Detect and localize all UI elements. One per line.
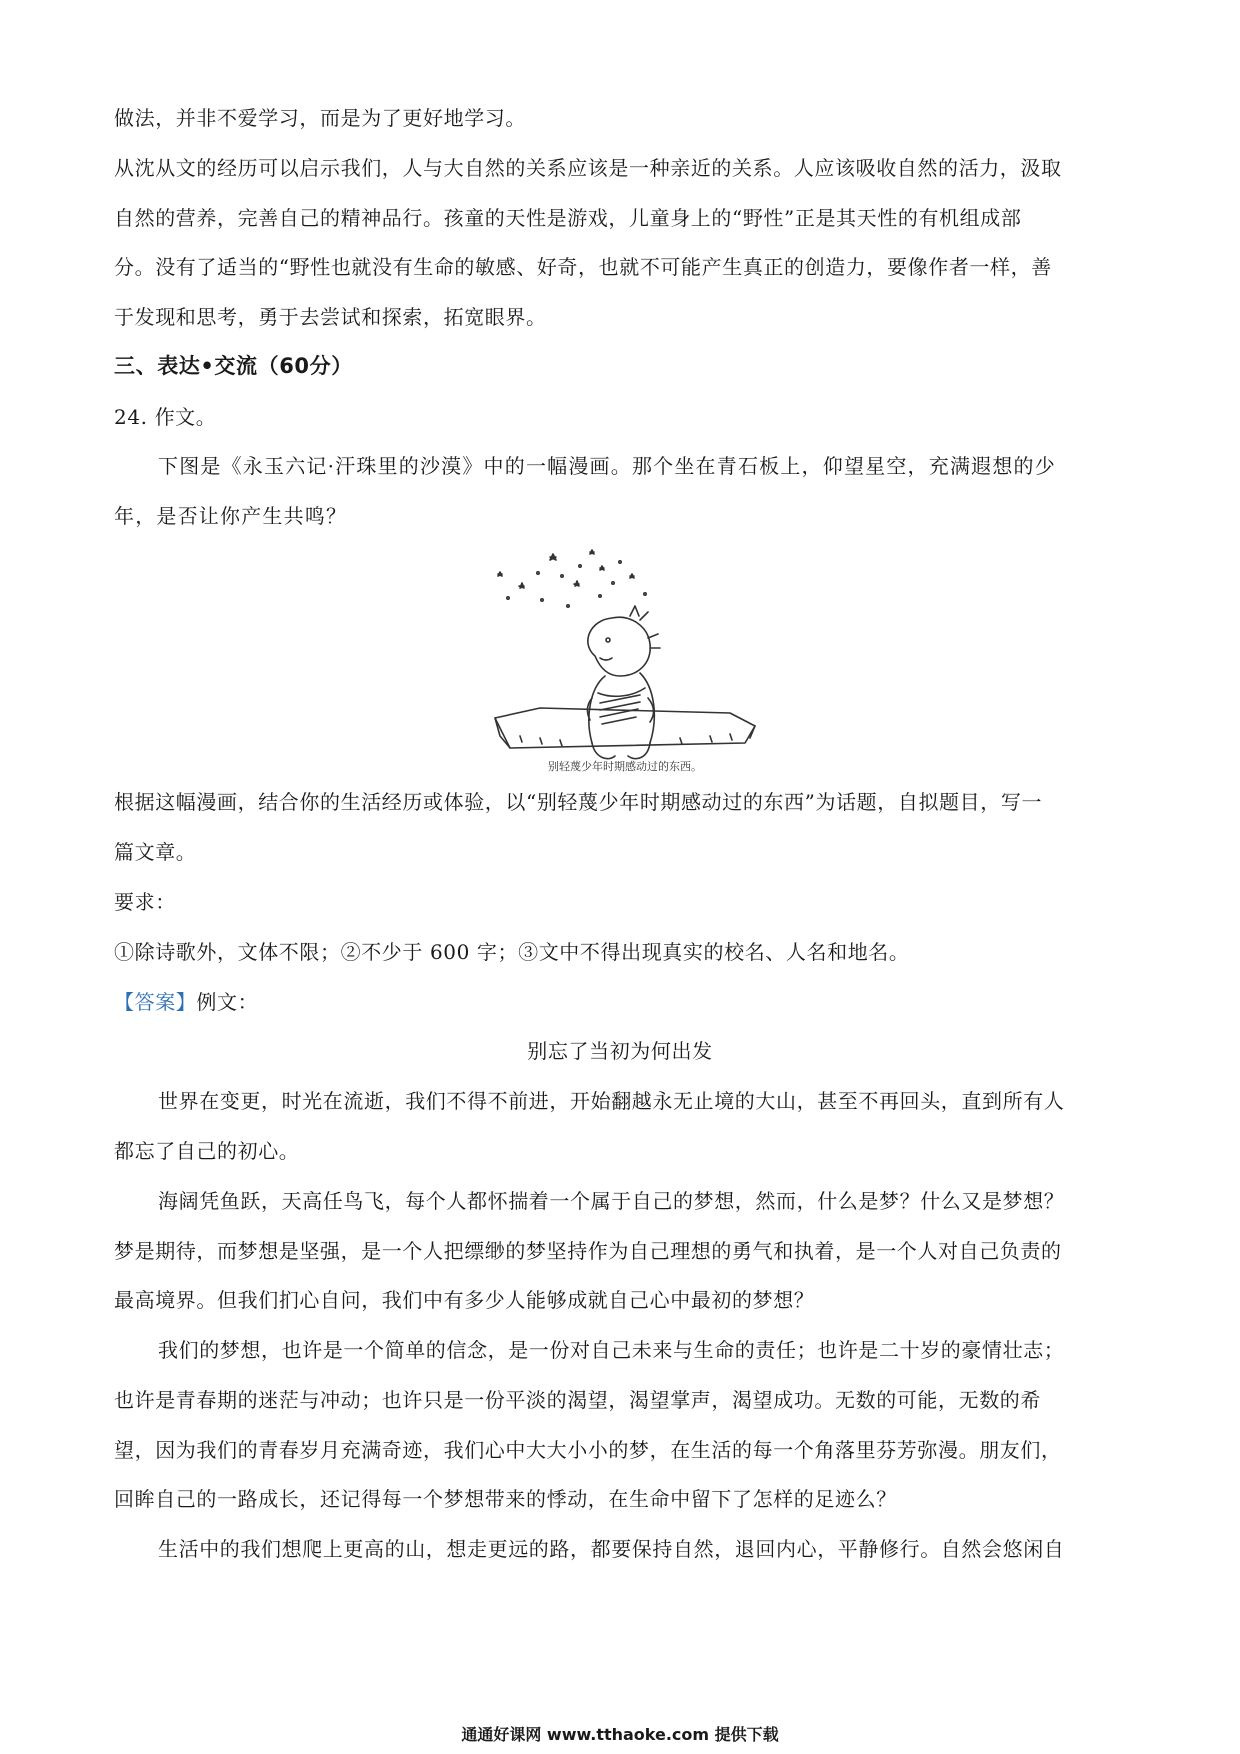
requirements-label: 要求：: [114, 890, 176, 914]
essay-line: 回眸自己的一路成长，还记得每一个梦想带来的悸动，在生命中留下了怎样的足迹么？: [114, 1487, 897, 1511]
task-line: 篇文章。: [114, 840, 197, 864]
prev-answer-line: 自然的营养，完善自己的精神品行。孩童的天性是游戏，儿童身上的“野性”正是其天性的有机组成部: [114, 206, 1022, 230]
essay-line: 海阔凭鱼跃，天高任鸟飞，每个人都怀揣着一个属于自己的梦想，然而，什么是梦？什么又是梦想？: [158, 1189, 1065, 1213]
prompt-line: 下图是《永玉六记·汗珠里的沙漠》中的一幅漫画。那个坐在青石板上，仰望星空，充满遐想的少: [158, 454, 1056, 478]
prev-answer-line: 于发现和思考，勇于去尝试和探索，拓宽眼界。: [114, 305, 547, 329]
essay-line: 梦是期待，而梦想是坚强，是一个人把缥缈的梦坚持作为自己理想的勇气和执着，是一个人对自己负责的: [114, 1239, 1062, 1263]
essay-line: 也许是青春期的迷茫与冲动；也许只是一份平淡的渴望，渴望掌声，渴望成功。无数的可能，无数的希: [114, 1388, 1041, 1412]
question-number: 24. 作文。: [114, 405, 217, 429]
page-footer: 通通好课网 www.tthaoke.com 提供下载: [461, 1725, 779, 1744]
answer-intro: 例文：: [196, 990, 259, 1014]
section-heading: 三、表达•交流（60分）: [114, 354, 353, 378]
essay-line: 最高境界。但我们扪心自问，我们中有多少人能够成就自己心中最初的梦想？: [114, 1288, 815, 1312]
essay-line: 我们的梦想，也许是一个简单的信念，是一份对自己未来与生命的责任；也许是二十岁的豪情壮志；: [158, 1338, 1065, 1362]
task-line: 根据这幅漫画，结合你的生活经历或体验，以“别轻蔑少年时期感动过的东西”为话题，自拟题目，写一: [114, 790, 1043, 814]
essay-title: 别忘了当初为何出发: [527, 1039, 713, 1063]
essay-line: 都忘了自己的初心。: [114, 1139, 300, 1163]
essay-line: 世界在变更，时光在流逝，我们不得不前进，开始翻越永无止境的大山，甚至不再回头，直到所有人: [158, 1089, 1065, 1113]
cartoon-caption: 别轻蔑少年时期感动过的东西。: [548, 760, 702, 773]
essay-line: 生活中的我们想爬上更高的山，想走更远的路，都要保持自然，退回内心，平静修行。自然会悠闲自: [158, 1537, 1065, 1561]
prev-answer-line: 分。没有了适当的“野性也就没有生命的敏感、好奇，也就不可能产生真正的创造力，要像作者一样，善: [114, 255, 1052, 279]
prompt-line: 年，是否让你产生共鸣？: [114, 504, 348, 528]
prev-answer-line: 做法，并非不爱学习，而是为了更好地学习。: [114, 106, 526, 130]
answer-tag: 【答案】: [114, 990, 197, 1014]
prev-answer-line: 从沈从文的经历可以启示我们，人与大自然的关系应该是一种亲近的关系。人应该吸收自然的活力，汲取: [114, 156, 1062, 180]
cartoon-illustration: [480, 548, 770, 778]
answer-intro-line: [114, 988, 1124, 1016]
essay-line: 望，因为我们的青春岁月充满奇迹，我们心中大大小小的梦，在生活的每一个角落里芬芳弥漫。朋友们，: [114, 1438, 1062, 1462]
requirements-text: ①除诗歌外，文体不限；②不少于 600 字；③文中不得出现真实的校名、人名和地名。: [114, 940, 910, 964]
